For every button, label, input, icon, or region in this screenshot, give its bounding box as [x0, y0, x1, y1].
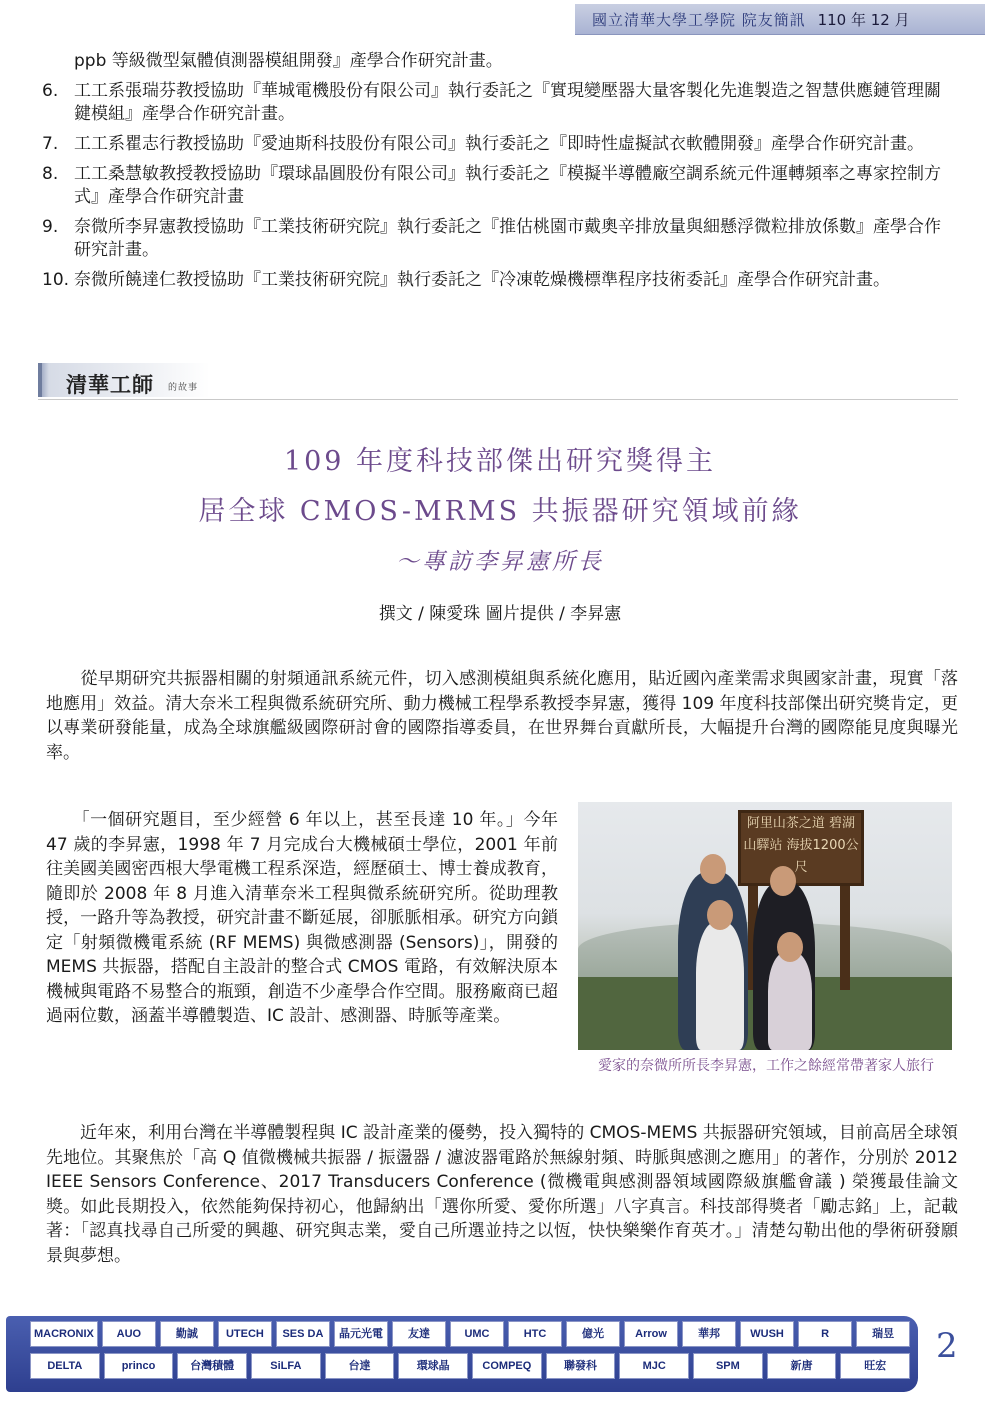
list-item-number: 10. — [42, 270, 70, 290]
sponsor-logo: 台達 — [325, 1353, 395, 1379]
section-divider — [38, 399, 958, 400]
photo-head — [700, 854, 726, 884]
section-subtitle: 的故事 — [168, 383, 199, 393]
sponsor-logo: 新唐 — [767, 1353, 837, 1379]
sponsor-logo: 旺宏 — [840, 1353, 910, 1379]
article-paragraph-2: 「一個研究題目，至少經營 6 年以上，甚至長達 10 年。」今年 47 歲的李昇憲，1998 年 7 月完成台大機械碩士學位，2001 年前往美國美國密西根大學電機工程系深造，經歷碩士、博士養成教育，隨即於 2008 年 8 月進入清華奈米工程與微系統研究所。從助理教授，一路升等為教授，研究計畫不斷延展，卻脈脈相承。研究方向鎖定「射頻微機電系統 (RF MEMS) 與微感測器 (Sensors)」，開發的 MEMS 共振器，搭配自主設計的整合式 CMOS 電路，有效解決原本機械與電路不易整合的瓶頸，創造不少產學合作空間。服務廠商已超過兩位數，涵蓋半導體製造、IC 設計、感測器、時脈等產業。 — [46, 810, 558, 1026]
list-item — [36, 80, 956, 126]
article-subtitle: ～專訪李昇憲所長 — [396, 549, 604, 575]
article-title-line1: 109 年度科技部傑出研究獎得主 — [283, 446, 717, 477]
sponsor-logo: SiLFA — [251, 1353, 321, 1379]
list-item-text: 奈微所李昇憲教授協助『工業技術研究院』執行委託之『推估桃園市戴奧辛排放量與細懸浮微粒排放係數』產學合作研究計畫。 — [74, 217, 941, 260]
sponsor-logo: SES DA — [276, 1321, 330, 1347]
list-item-number: 6. — [42, 81, 59, 101]
list-item-text: 工工系瞿志行教授協助『愛迪斯科技股份有限公司』執行委託之『即時性虛擬試衣軟體開發』產學合作研究計畫。 — [74, 134, 924, 154]
photo-person — [768, 952, 812, 1050]
list-item — [36, 133, 956, 156]
sponsor-logo: 台灣積體 — [177, 1353, 247, 1379]
list-item-text: ppb 等級微型氣體偵測器模組開發』產學合作研究計畫。 — [74, 51, 503, 71]
list-item — [36, 216, 956, 262]
section-tab-title — [66, 369, 198, 399]
page-number: 2 — [936, 1326, 958, 1366]
sponsor-logo: MACRONIX — [30, 1321, 98, 1347]
sponsor-logo: 勤誠 — [160, 1321, 214, 1347]
sponsor-row-1 — [30, 1321, 910, 1347]
article-byline: 撰文 / 陳愛珠 圖片提供 / 李昇憲 — [378, 604, 622, 624]
issue-date: 110 年 12 月 — [817, 11, 910, 29]
sponsor-logo: AUO — [102, 1321, 156, 1347]
section-title: 清華工師 — [66, 372, 154, 397]
photo-sign: 阿里山茶之道 碧湖山驛站 海拔1200公尺 — [738, 810, 864, 886]
photo-head — [770, 866, 796, 896]
sponsor-logo: 晶元光電 — [334, 1321, 388, 1347]
list-item-number: 9. — [42, 217, 59, 237]
sponsor-logo: COMPEQ — [472, 1353, 542, 1379]
list-item-text: 工工桑慧敏教授教授協助『環球晶圓股份有限公司』執行委託之『模擬半導體廠空調系統元件運轉頻率之專家控制方式』產學合作研究計畫 — [74, 164, 941, 207]
photo-head — [777, 932, 803, 962]
photo-person — [696, 922, 744, 1050]
sponsor-logo: 友達 — [392, 1321, 446, 1347]
article-title-line2: 居全球 CMOS-MRMS 共振器研究領域前緣 — [198, 496, 802, 527]
list-item — [36, 50, 956, 73]
sponsor-logo: 瑞昱 — [856, 1321, 910, 1347]
list-item-number: 7. — [42, 134, 59, 154]
photo-head — [707, 900, 733, 930]
header-publication — [592, 9, 910, 30]
sponsor-logos — [30, 1321, 910, 1385]
sponsor-logo: HTC — [508, 1321, 562, 1347]
sponsor-logo: princo — [104, 1353, 174, 1379]
sponsor-logo: 聯發科 — [546, 1353, 616, 1379]
article-paragraph-3: 近年來，利用台灣在半導體製程與 IC 設計產業的優勢，投入獨特的 CMOS-MEMS 共振器研究領域，目前高居全球領先地位。其聚焦於「高 Q 值微機械共振器 / 振盪器 / 濾波器電路於無線射頻、時脈與感測之應用」的著作，分別於 2012 IEEE Sensors Conference、2017 Transducers Conference (微機電與感測器領域國際級旗艦會議 ) 榮獲最佳論文獎。如此長期投入，依然能夠保持初心，他歸納出「選你所愛、愛你所選」八字真言。科技部得獎者「勵志銘」上，記載著：「認真找尋自己所愛的興趣、研究與志業，愛自己所選並持之以恆，快快樂樂作育英才。」清楚勾勒出他的學術研發願景與夢想。 — [46, 1123, 959, 1266]
sponsor-logo: R — [798, 1321, 852, 1347]
photo-caption: 愛家的奈微所所長李昇憲，工作之餘經常帶著家人旅行 — [598, 1058, 934, 1074]
family-photo — [578, 802, 952, 1050]
list-item-number: 8. — [42, 164, 59, 184]
list-item-text: 工工系張瑞芬教授協助『華城電機股份有限公司』執行委託之『實現變壓器大量客製化先進製造之智慧供應鏈管理關鍵模組』產學合作研究計畫。 — [74, 81, 941, 124]
sponsor-logo: 環球晶 — [398, 1353, 468, 1379]
sign-post — [840, 880, 850, 990]
sponsor-logo: UMC — [450, 1321, 504, 1347]
sponsor-logo: 華邦 — [682, 1321, 736, 1347]
list-item — [36, 269, 956, 292]
sponsor-logo: MJC — [619, 1353, 689, 1379]
sponsor-logo: 億光 — [566, 1321, 620, 1347]
sponsor-logo: UTECH — [218, 1321, 272, 1347]
article-paragraph-1: 從早期研究共振器相關的射頻通訊系統元件，切入感測模組與系統化應用，貼近國內產業需求與國家計畫，現實「落地應用」效益。清大奈米工程與微系統研究所、動力機械工程學系教授李昇憲，獲得 109 年度科技部傑出研究獎肯定，更以專業研發能量，成為全球旗艦級國際研討會的國際指導委員，在世界舞台貢獻所長，大幅提升台灣的國際能見度與曝光率。 — [46, 669, 959, 763]
project-list — [36, 50, 956, 299]
sponsor-logo: DELTA — [30, 1353, 100, 1379]
publication-name: 國立清華大學工學院 院友簡訊 — [592, 11, 806, 29]
sponsor-logo: Arrow — [624, 1321, 678, 1347]
list-item — [36, 163, 956, 209]
sponsor-logo: SPM — [693, 1353, 763, 1379]
sponsor-logo: WUSH — [740, 1321, 794, 1347]
list-item-text: 奈微所饒達仁教授協助『工業技術研究院』執行委託之『冷凍乾燥機標準程序技術委託』產學合作研究計畫。 — [74, 270, 890, 290]
sponsor-row-2 — [30, 1353, 910, 1379]
